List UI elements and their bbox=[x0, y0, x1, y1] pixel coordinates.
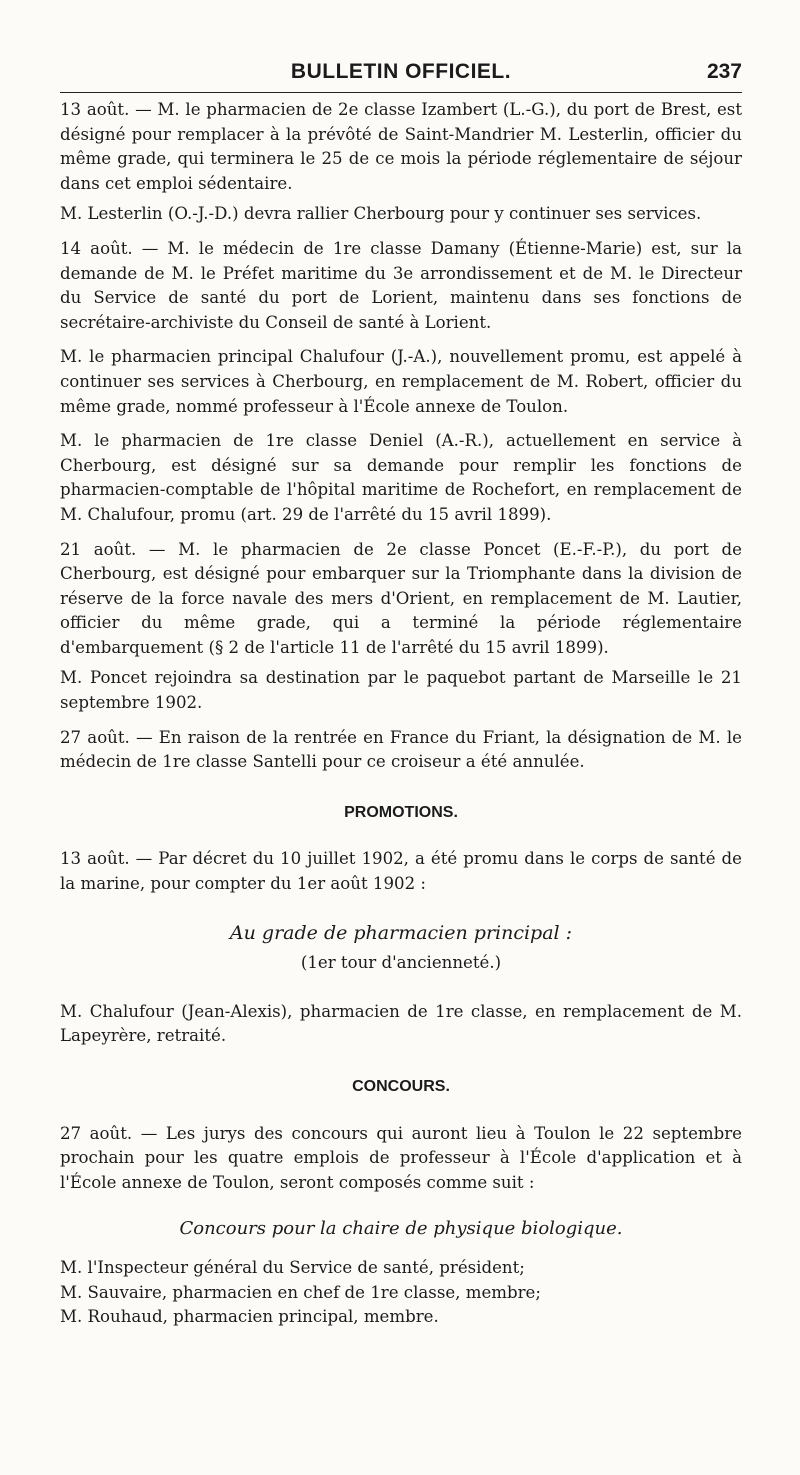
grade-title: Au grade de pharmacien principal : bbox=[229, 921, 573, 944]
concours-intro: 27 août. — Les jurys des concours qui auront lieu à Toulon le 22 septembre prochain pour les quatre emplois de professeur à l'École d'application et à l'École annexe de Toulon, seront composés comme suit : bbox=[60, 1123, 742, 1192]
paragraph: 13 août. — M. le pharmacien de 2e classe Izambert (L.-G.), du port de Brest, est désigné pour remplacer à la prévôté de Saint-Mandrier M. Lesterlin, officier du même grade, qui terminera le 25 de ce mois la période réglementaire de séjour dans cet emploi sédentaire. bbox=[60, 100, 742, 193]
paragraph: 27 août. — En raison de la rentrée en France du Friant, la désignation de M. le médecin de 1re classe Santelli pour ce croiseur a été annulée. bbox=[60, 727, 742, 772]
document-body bbox=[60, 98, 742, 1330]
section-heading-concours: CONCOURS. bbox=[352, 1078, 450, 1095]
promotions-intro: 13 août. — Par décret du 10 juillet 1902, a été promu dans le corps de santé de la marine, pour compter du 1er août 1902 : bbox=[60, 849, 742, 894]
paragraph: M. Poncet rejoindra sa destination par le paquebot partant de Marseille le 21 septembre 1902. bbox=[60, 668, 742, 713]
paragraph: 21 août. — M. le pharmacien de 2e classe Poncet (E.-F.-P.), du port de Cherbourg, est désigné pour embarquer sur la Triomphante dans la division de réserve de la force navale des mers d'Orient, en remplacement de M. Lautier, officier du même grade, qui a terminé la période réglementaire d'embarquement (§ 2 de l'article 11 de l'arrêté du 15 avril 1899). bbox=[60, 539, 742, 657]
promotion-entry: M. Chalufour (Jean-Alexis), pharmacien de 1re classe, en remplacement de M. Lapeyrère, retraité. bbox=[60, 1001, 742, 1046]
paragraph: M. le pharmacien principal Chalufour (J.-A.), nouvellement promu, est appelé à continuer ses services à Cherbourg, en remplacement de M. Robert, officier du même grade, nommé professeur à l'École annexe de Toulon. bbox=[60, 347, 742, 416]
running-title: BULLETIN OFFICIEL. bbox=[290, 60, 512, 83]
section-heading-promotions: PROMOTIONS. bbox=[344, 803, 458, 821]
jury-member: M. Sauvaire, pharmacien en chef de 1re classe, membre; bbox=[60, 1282, 541, 1302]
page-header bbox=[60, 56, 742, 93]
page-number: 237 bbox=[706, 60, 742, 83]
chair-title: Concours pour la chaire de physique biologique. bbox=[179, 1218, 623, 1240]
jury-list bbox=[60, 1256, 742, 1330]
paragraph: M. Lesterlin (O.-J.-D.) devra rallier Cherbourg pour y continuer ses services. bbox=[60, 204, 702, 224]
paragraph: M. le pharmacien de 1re classe Deniel (A.-R.), actuellement en service à Cherbourg, est désigné sur sa demande pour remplir les fonctions de pharmacien-comptable de l'hôpital maritime de Rochefort, en remplacement de M. Chalufour, promu (art. 29 de l'arrêté du 15 avril 1899). bbox=[60, 431, 742, 524]
jury-member: M. l'Inspecteur général du Service de santé, président; bbox=[60, 1257, 525, 1277]
grade-subtitle: (1er tour d'ancienneté.) bbox=[300, 953, 502, 973]
paragraph: 14 août. — M. le médecin de 1re classe Damany (Étienne-Marie) est, sur la demande de M. le Préfet maritime du 3e arrondissement et de M. le Directeur du Service de santé du port de Lorient, maintenu dans ses fonctions de secrétaire-archiviste du Conseil de santé à Lorient. bbox=[60, 238, 742, 332]
jury-member: M. Rouhaud, pharmacien principal, membre. bbox=[60, 1307, 439, 1327]
